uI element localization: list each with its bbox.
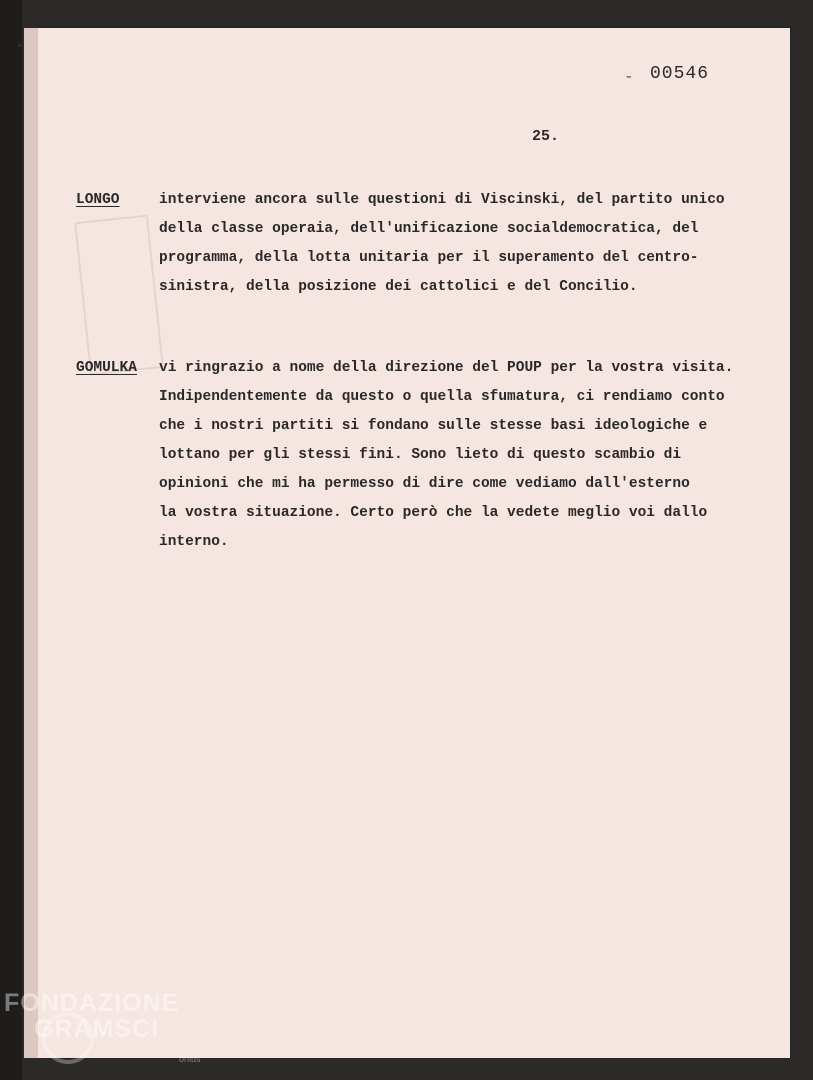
page-number: 25. — [532, 128, 560, 145]
speech-line: la vostra situazione. Certo però che la vedete meglio voi dallo — [159, 505, 708, 521]
fondazione-gramsci-watermark — [4, 989, 201, 1064]
document-page — [38, 28, 790, 1058]
speaker-longo: LONGO — [76, 192, 120, 208]
watermark-line1: FONDAZIONE — [4, 989, 180, 1017]
speech-longo — [159, 186, 725, 302]
speech-line: Indipendentemente da questo o quella sfumatura, ci rendiamo conto — [159, 389, 725, 405]
watermark-line2: GRAMSCI — [34, 1015, 160, 1043]
speech-line: vi ringrazio a nome della direzione del POUP per la vostra visita. — [159, 360, 734, 376]
watermark-small: onlus — [179, 1054, 201, 1064]
speech-line: sinistra, della posizione dei cattolici e del Concilio. — [159, 279, 638, 295]
scanner-edge — [0, 0, 22, 1080]
speech-line: interviene ancora sulle questioni di Viscinski, del partito unico — [159, 192, 725, 208]
speech-line: opinioni che mi ha permesso di dire come vediamo dall'esterno — [159, 476, 690, 492]
punch-mark — [18, 44, 21, 47]
speaker-gomulka: GOMULKA — [76, 360, 137, 376]
watermark-logo-ring — [42, 1012, 94, 1064]
speech-line: della classe operaia, dell'unificazione socialdemocratica, del — [159, 221, 699, 237]
speech-gomulka — [159, 354, 733, 557]
speech-line: interno. — [159, 534, 229, 550]
doc-number-dash: - — [624, 68, 634, 86]
document-number: 00546 — [650, 64, 710, 84]
speech-line: lottano per gli stessi fini. Sono lieto di questo scambio di — [159, 447, 682, 463]
faded-stamp — [74, 215, 164, 376]
speech-line: programma, della lotta unitaria per il superamento del centro- — [159, 250, 699, 266]
speech-line: che i nostri partiti si fondano sulle stesse basi ideologiche e — [159, 418, 708, 434]
